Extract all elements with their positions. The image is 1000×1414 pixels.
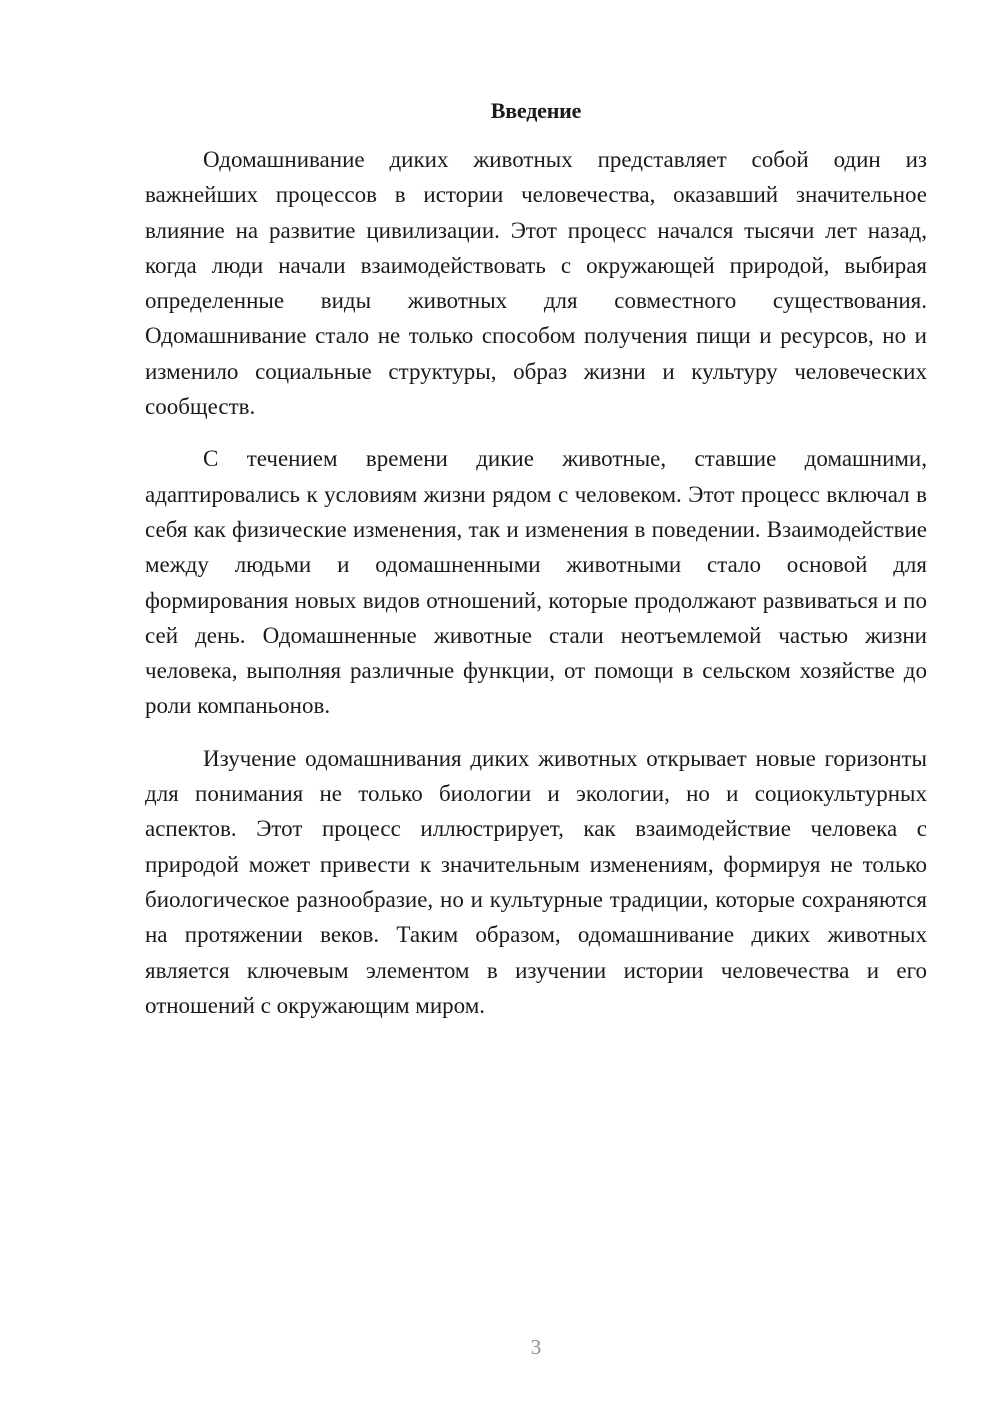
body-text	[145, 142, 927, 1023]
section-heading: Введение	[490, 98, 582, 123]
paragraph-2: С течением времени дикие животные, ставшие домашними, адаптировались к условиям жизни рядом с человеком. Этот процесс включал в себя как физические изменения, так и изменения в поведении. Взаимодействие между людьми и одомашненными животными стало основой для формирования новых видов отношений, которые продолжают развиваться и по сей день. Одомашненные животные стали неотъемлемой частью жизни человека, выполняя различные функции, от помощи в сельском хозяйстве до роли компаньонов.	[145, 446, 927, 719]
page-number: 3	[530, 1335, 542, 1359]
paragraph-3: Изучение одомашнивания диких животных открывает новые горизонты для понимания не только биологии и экологии, но и социокультурных аспектов. Этот процесс иллюстрирует, как взаимодействие человека с природой может привести к значительным изменениям, формируя не только биологическое разнообразие, но и культурные традиции, которые сохраняются на протяжении веков. Таким образом, одомашнивание диких животных является ключевым элементом в изучении истории человечества и его отношений с окружающим миром.	[145, 745, 927, 1018]
paragraph-1: Одомашнивание диких животных представляет собой один из важнейших процессов в истории человечества, оказавший значительное влияние на развитие цивилизации. Этот процесс начался тысячи лет назад, когда люди начали взаимодействовать с окружающей природой, выбирая определенные виды животных для совместного существования. Одомашнивание стало не только способом получения пищи и ресурсов, но и изменило социальные структуры, образ жизни и культуру человеческих сообществ.	[145, 147, 927, 420]
